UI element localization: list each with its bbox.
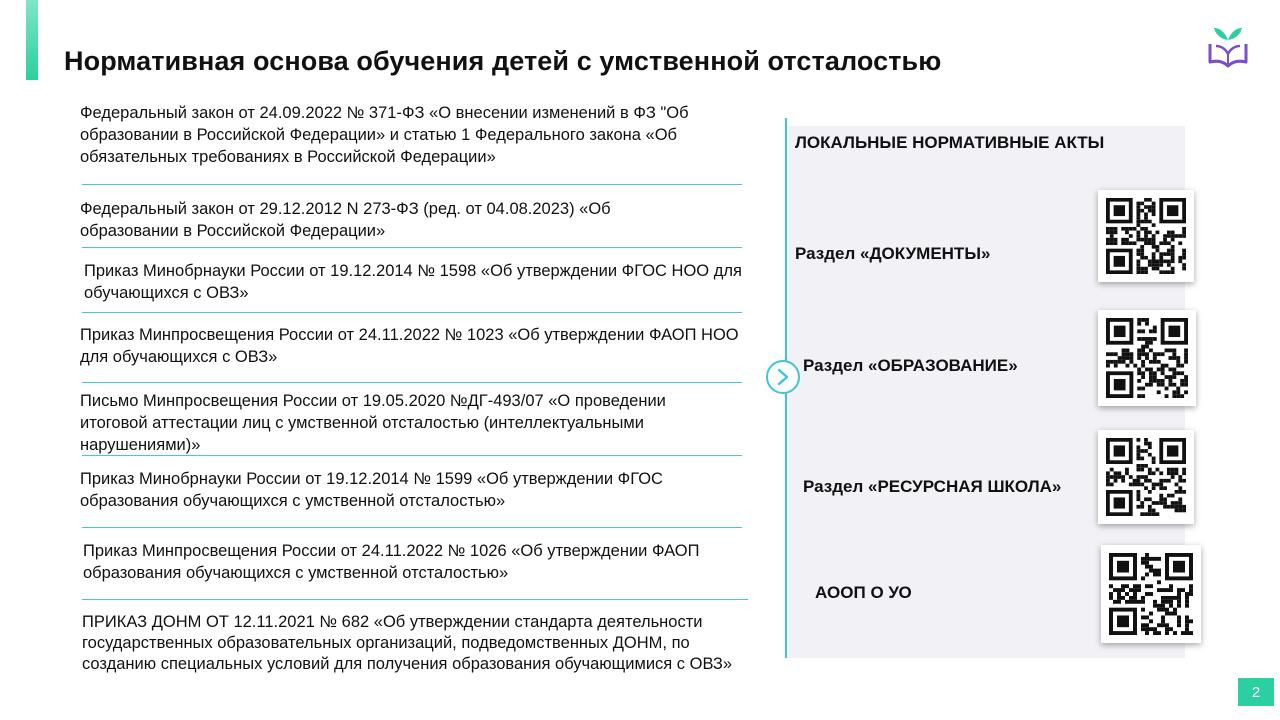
accent-bar <box>26 0 38 80</box>
document-item: Федеральный закон от 29.12.2012 N 273-ФЗ (ред. от 04.08.2023) «Об образовании в Российской Федерации» <box>80 200 611 240</box>
divider <box>82 184 742 185</box>
document-item: Приказ Минобрнауки России от 19.12.2014 № 1599 «Об утверждении ФГОС образования обучающихся с умственной отсталостью» <box>80 470 663 510</box>
document-item: Письмо Минпросвещения России от 19.05.2020 №ДГ-493/07 «О проведении итоговой аттестации лиц с умственной отсталостью (интеллектуальными нарушениями)» <box>80 392 666 454</box>
document-item: Приказ Минпросвещения России от 24.11.2022 № 1026 «Об утверждении ФАОП образования обучающихся с умственной отсталостью» <box>83 542 700 582</box>
open-book-sprout-logo-icon <box>1204 22 1252 70</box>
slide-title: Нормативная основа обучения детей с умственной отсталостью <box>64 46 942 76</box>
divider <box>82 599 748 600</box>
section-label-education: Раздел «ОБРАЗОВАНИЕ» <box>803 356 1018 375</box>
qr-code-icon[interactable] <box>1101 545 1201 643</box>
qr-code-icon[interactable] <box>1098 430 1194 524</box>
section-label-resource-school: Раздел «РЕСУРСНАЯ ШКОЛА» <box>803 477 1062 496</box>
qr-code-icon[interactable] <box>1098 190 1194 282</box>
document-item: Приказ Минпросвещения России от 24.11.2022 № 1023 «Об утверждении ФАОП НОО для обучающихся с ОВЗ» <box>80 326 739 366</box>
section-label-aoop: АООП О УО <box>815 583 912 602</box>
divider <box>82 312 742 313</box>
divider <box>82 247 742 248</box>
document-item: Приказ Минобрнауки России от 19.12.2014 № 1598 «Об утверждении ФГОС НОО для обучающихся с ОВЗ» <box>84 262 742 302</box>
section-label-documents: Раздел «ДОКУМЕНТЫ» <box>795 244 991 263</box>
divider <box>82 382 742 383</box>
local-acts-title: ЛОКАЛЬНЫЕ НОРМАТИВНЫЕ АКТЫ <box>795 133 1105 152</box>
document-item: Федеральный закон от 24.09.2022 № 371-ФЗ «О внесении изменений в ФЗ "Об образовании в Российской Федерации» и статью 1 Федерального закона «Об обязательных требованиях в Российской Федерации» <box>80 104 689 166</box>
divider <box>82 455 742 456</box>
page-number: 2 <box>1238 678 1274 706</box>
document-item: ПРИКАЗ ДОНМ ОТ 12.11.2021 № 682 «Об утверждении стандарта деятельности государственных образовательных организаций, подведомственных ДОНМ, по созданию специальных условий для получения образования обучающимися с ОВЗ» <box>82 613 733 673</box>
divider <box>82 527 742 528</box>
chevron-right-icon[interactable] <box>766 360 800 394</box>
qr-code-icon[interactable] <box>1098 310 1196 406</box>
